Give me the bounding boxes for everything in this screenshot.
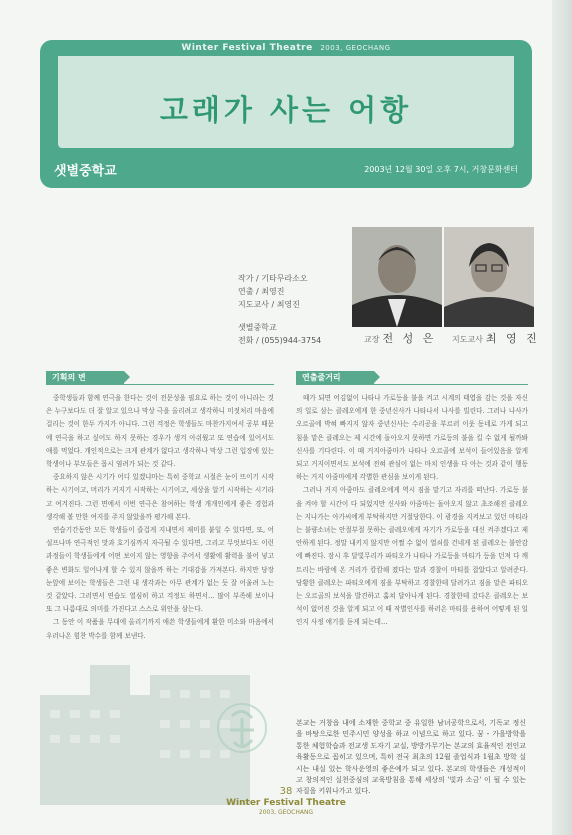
teacher-caption (452, 330, 540, 346)
page-footer (0, 786, 572, 816)
synopsis-paragraph: 그러나 거지 아줌마도 클레오에게 역시 짐을 맡기고 자리를 떠난다. 가로등 불을 켜야 할 시간이 다 되었지만 신사와 아줌마는 돌아오지 않고 초조해진 클레오는 지나가는 아가씨에게 부탁하지만 거절당한다. 이 광경을 지켜보고 있던 마티라는 불량소녀는 안절부절 못하는 클레오에게 자기가 가로등을 대신 켜주겠다고 제안하게 된다. 정말 내키지 않지만 어쩔 수 없이 열쇠를 건네게 된 클레오는 불안감에 빠진다. 잠시 후 달빛무리가 파티오가 나타나 가로등을 마티가 등을 던져 다 깨트리는 바람에 온 거리가 캄캄해 졌다는 말과 경찰이 마티를 잡았다고 알려준다. 당황한 클레오는 파티오에게 짐을 부탁하고 경찰한테 달려가고 짐을 맡은 파티오는 오르골의 보석을 발견하고 훔쳐 달아나게 된다. 경찰한테 갔다온 클레오는 보석이 없어진 것을 알게 되고 이 때 작별인사를 하러온 마티를 용하여 어떻게 된 일인지 사정 얘기를 듣게 되는데… (296, 486, 528, 627)
principal-photo (352, 227, 442, 327)
planning-paragraph: 그 동안 이 작품을 무대에 올리기까지 애쓴 학생들에게 환한 미소와 마음에서 우러나온 힘찬 박수를 함께 보낸다. (46, 618, 274, 640)
section-head-synopsis: 연출줄거리 (296, 371, 374, 384)
planning-text (46, 392, 274, 643)
page-number: 38 (279, 786, 293, 797)
header-banner (40, 40, 532, 188)
credit-teacher: 지도교사 / 최영진 (238, 300, 300, 309)
credit-org: 샛별중학교 (238, 323, 277, 332)
section-rule-right (296, 384, 528, 385)
banner-top-line (40, 40, 532, 56)
section-head-planning: 기획의 변 (46, 371, 124, 384)
synopsis-text (296, 392, 528, 630)
event-info: 2003년 12월 30일 오후 7시, 거창문화센터 (364, 165, 518, 174)
school-name: 샛별중학교 (54, 164, 117, 179)
credits-block (238, 272, 321, 347)
teacher-photo (444, 227, 534, 327)
calligraphy-ornament (212, 696, 272, 766)
festival-name: Winter Festival Theatre (181, 43, 313, 53)
school-intro: 본교는 거창읍 내에 소재한 중학교 중 유일한 남녀공학으로서, 기독교 정신을 바탕으로한 민주시민 양성을 하교 이념으로 하고 있다. 꿈・가을방학을 통한 체험학습과 전교생 도자기 교실, 방방가무기는 본교의 효율적인 전인교육활동으로 꼽히고 있으며, 특히 전국 최초의 12월 졸업식과 1월초 방학 실시는 내실 있는 학사운영의 좋은예가 되고 있다. 본교의 학생들은 개성적이고 창의적인 실천중심의 교육방침을 통해 세상의 '빛과 소금' 이 될 수 있는 자질을 키워나가고 있다. (296, 719, 526, 796)
planning-paragraph: 중학생들과 함께 연극을 한다는 것이 전문성을 필요로 하는 것이 아니라는 것은 누구보다도 더 잘 알고 있으나 막상 극을 올리려고 생각하니 미젓처리 마음에 걸리는 것이 한두 가지가 아니다. 그런 걱정은 학생들도 마찬가지여서 공부 때문에 연극을 하고 싶어도 하지 못하는 경우가 생겨 아쉬웠고 또 연습에 있어서도 애를 먹었다. 개인적으로는 크게 관계가 없다고 생각하나 막상 그런 입장에 있는 학생이나 부모들은 몹시 염려가 되는 것 같다. (46, 394, 274, 469)
teacher-name: 최 영 진 (485, 332, 540, 345)
principal-caption (364, 330, 436, 346)
credit-phone: 전화 / (055)944-3754 (238, 336, 322, 345)
planning-paragraph: 연습기간동안 모든 학생들이 즐겁게 지내면서 재미를 붙일 수 있다면, 또, 어설프나마 연극적인 맛과 호기심까지 자극될 수 있다면, 그리고 무엇보다도 이런 과정들이 학생들에게 어떤 보이지 않는 영향을 주어서 생활에 활력을 불어 넣고 좋은 변화도 일어나게 할 수 있지 않을까 하는 기대감을 가져본다. 하지만 당장 눈앞에 보이는 학생들은 그런 내 생각과는 아무 관계가 없는 듯 잘 어울려 노는 것 같았다. 그러면서 연습도 열심히 하고 걱정도 하면서… 많이 부족해 보이나 또 그 나름대로 의미를 가진다고 스스로 위안을 삼는다. (46, 526, 274, 614)
play-title: 고래가 사는 어항 (159, 93, 413, 127)
credit-director: 연출 / 최영진 (238, 287, 285, 296)
principal-name: 전 성 은 (382, 332, 437, 345)
page-edge (552, 0, 572, 835)
teacher-role: 지도교사 (452, 335, 483, 344)
credit-author: 작가 / 기타무라소오 (238, 274, 308, 283)
section-rule-left (46, 384, 274, 385)
planning-paragraph: 중요하지 않은 시기가 어디 있겠냐마는 특히 중학교 시절은 눈이 뜨이기 시작하는 시기이고, 머리가 커지기 시작하는 시기이고, 세상을 알기 시작하는 시기라고 여겨진다. 그런 면에서 이번 연극은 참여하는 학생 개개인에게 좋은 경험과 생각해 볼 만한 여지를 주지 않았을까 평가해 본다. (46, 473, 274, 521)
synopsis-paragraph: 때가 되면 어김없이 나타나 가로등을 불을 켜고 시계의 태엽을 감는 것을 자신의 일로 삼는 클레오에게 한 중년신사가 나타나서 나사를 빌린다. 그러나 나사가 오르골에 박혀 빠지지 않자 중년신사는 수리공을 부르러 이웃 동네로 가게 되고 침을 맡은 클레오는 제 시간에 돌아오지 못하면 가로등의 불을 킬 수 없게 될까봐 신사를 기다린다. 이 때 거지아줌마가 나타나 오르골에 보석이 들어있음을 알게 되고 거지이면서도 보석에 전혀 관심이 없는 마치 인생을 다 아는 것과 같이 행동하는 거지 아줌마에게 각별한 관심을 보이게 된다. (296, 394, 528, 482)
footer-sub: 2003, GEOCHANG (258, 809, 314, 816)
principal-role: 교장 (364, 335, 380, 344)
footer-title: Winter Festival Theatre (226, 798, 346, 808)
title-box (58, 56, 514, 148)
festival-year: 2003, GEOCHANG (320, 44, 391, 52)
